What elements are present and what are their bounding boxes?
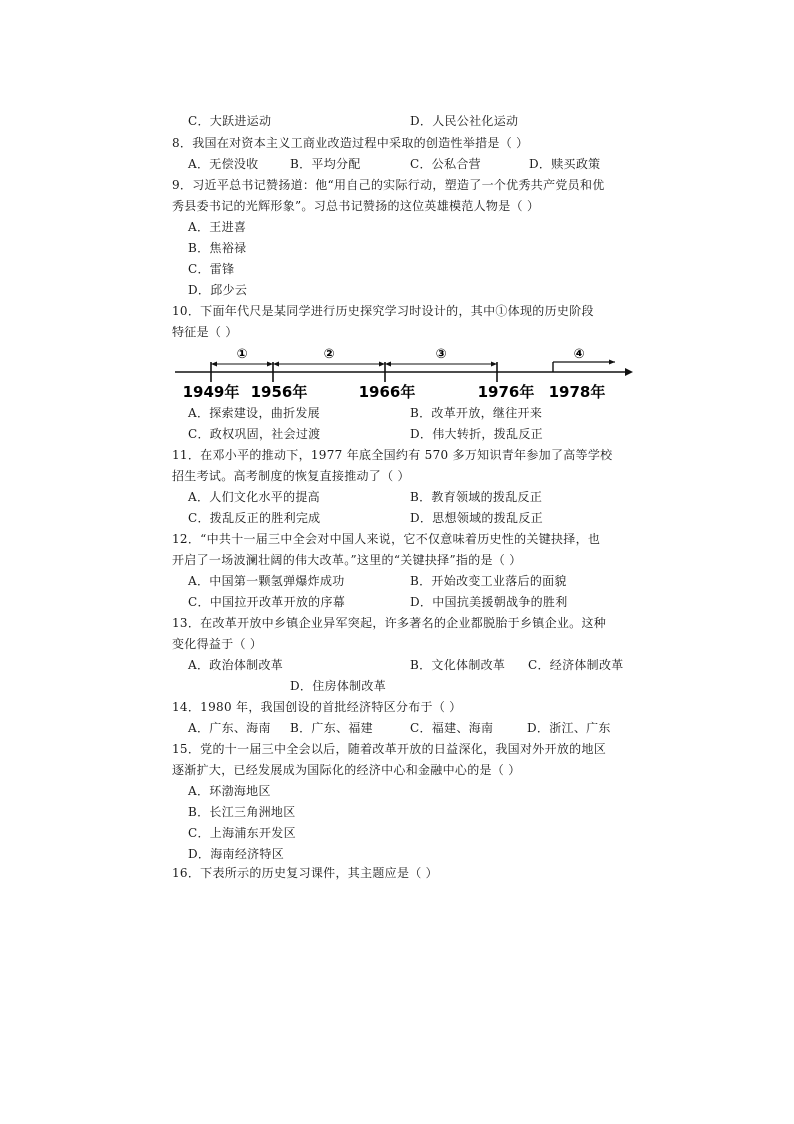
q10-option-b: B．改革开放，继往开来 [410, 406, 543, 420]
q7-option-c: C．大跃进运动 [188, 114, 272, 128]
q14-option-c: C．福建、海南 [410, 721, 494, 735]
segment-1-arrow-left [211, 362, 217, 367]
segment-label-1: ① [236, 347, 248, 362]
q10-stem-line-2: 特征是（ ） [172, 325, 238, 339]
q14-option-a: A．广东、海南 [188, 721, 271, 735]
segment-2-arrow-left [273, 362, 279, 367]
q8-option-a: A．无偿没收 [188, 157, 259, 171]
q12-stem-line-2: 开启了一场波澜壮阔的伟大改革。”这里的“关键抉择”指的是（ ） [172, 553, 522, 567]
q11-option-b: B．教育领域的拨乱反正 [410, 490, 543, 504]
q9-option-d: D．邱少云 [188, 283, 248, 297]
q10-option-c: C．政权巩固，社会过渡 [188, 427, 321, 441]
q14-option-d: D．浙江、广东 [527, 721, 611, 735]
q11-option-c: C．拨乱反正的胜利完成 [188, 511, 321, 525]
q12-stem-line-1: 12．“中共十一届三中全会对中国人来说，它不仅意味着历史性的关键抉择，也 [172, 532, 601, 546]
q13-option-a: A．政治体制改革 [188, 658, 284, 672]
q12-option-c: C．中国拉开改革开放的序幕 [188, 595, 346, 609]
q10-stem-line-1: 10．下面年代尺是某同学进行历史探究学习时设计的，其中①体现的历史阶段 [172, 304, 594, 318]
q9-stem-line-1: 9．习近平总书记赞扬道：他“用自己的实际行动，塑造了一个优秀共产党员和优 [172, 178, 605, 192]
q9-option-a: A．王进喜 [188, 220, 247, 234]
q14-stem: 14．1980 年，我国创设的首批经济特区分布于（ ） [172, 700, 462, 714]
segment-4-arrow [609, 360, 615, 365]
year-label-1978: 1978年 [548, 383, 606, 401]
q15-stem-line-1: 15．党的十一届三中全会以后，随着改革开放的日益深化，我国对外开放的地区 [172, 742, 607, 756]
segment-label-4: ④ [573, 347, 585, 362]
timeline-arrowhead [625, 368, 633, 376]
year-label-1976: 1976年 [477, 383, 535, 401]
segment-1-arrow-right [267, 362, 273, 367]
q15-option-c: C．上海浦东开发区 [188, 826, 296, 840]
q16-stem: 16．下表所示的历史复习课件，其主题应是（ ） [172, 866, 438, 880]
q12-option-d: D．中国抗美援朝战争的胜利 [410, 595, 568, 609]
q13-stem-line-1: 13．在改革开放中乡镇企业异军突起，许多著名的企业都脱胎于乡镇企业。这种 [172, 616, 607, 630]
q8-option-c: C．公私合营 [410, 157, 481, 171]
q13-stem-line-2: 变化得益于（ ） [172, 637, 263, 651]
q7-option-d: D．人民公社化运动 [410, 114, 519, 128]
year-label-1956: 1956年 [250, 383, 308, 401]
q11-stem-line-2: 招生考试。高考制度的恢复直接推动了（ ） [172, 469, 410, 483]
q15-option-a: A．环渤海地区 [188, 784, 271, 798]
year-label-1966: 1966年 [358, 383, 416, 401]
q15-option-b: B．长江三角洲地区 [188, 805, 296, 819]
q8-option-d: D．赎买政策 [529, 157, 601, 171]
segment-label-3: ③ [435, 347, 447, 362]
q10-option-d: D．伟大转折，拨乱反正 [410, 427, 543, 441]
q11-stem-line-1: 11．在邓小平的推动下，1977 年底全国约有 570 多万知识青年参加了高等学校 [172, 448, 613, 462]
year-label-1949: 1949年 [182, 383, 240, 401]
segment-label-2: ② [323, 347, 335, 362]
q13-option-b: B．文化体制改革 [410, 658, 506, 672]
q11-option-a: A．人们文化水平的提高 [188, 490, 320, 504]
q14-option-b: B．广东、福建 [290, 721, 373, 735]
q15-option-d: D．海南经济特区 [188, 847, 285, 861]
q10-option-a: A．探索建设，曲折发展 [188, 406, 320, 420]
q12-option-a: A．中国第一颗氢弹爆炸成功 [188, 574, 345, 588]
q13-option-d: D．住房体制改革 [290, 679, 387, 693]
era-timeline [175, 342, 635, 404]
q9-option-b: B．焦裕禄 [188, 241, 247, 255]
q9-stem-line-2: 秀县委书记的光辉形象”。习总书记赞扬的这位英雄模范人物是（ ） [172, 199, 540, 213]
q8-option-b: B．平均分配 [290, 157, 361, 171]
q15-stem-line-2: 逐渐扩大，已经发展成为国际化的经济中心和金融中心的是（ ） [172, 763, 521, 777]
segment-3-arrow-left [385, 362, 391, 367]
q12-option-b: B．开始改变工业落后的面貌 [410, 574, 567, 588]
q8-stem: 8．我国在对资本主义工商业改造过程中采取的创造性举措是（ ） [172, 136, 529, 150]
q11-option-d: D．思想领域的拨乱反正 [410, 511, 543, 525]
segment-2-arrow-right [379, 362, 385, 367]
q9-option-c: C．雷锋 [188, 262, 235, 276]
q13-option-c: C．经济体制改革 [528, 658, 624, 672]
segment-3-arrow-right [491, 362, 497, 367]
